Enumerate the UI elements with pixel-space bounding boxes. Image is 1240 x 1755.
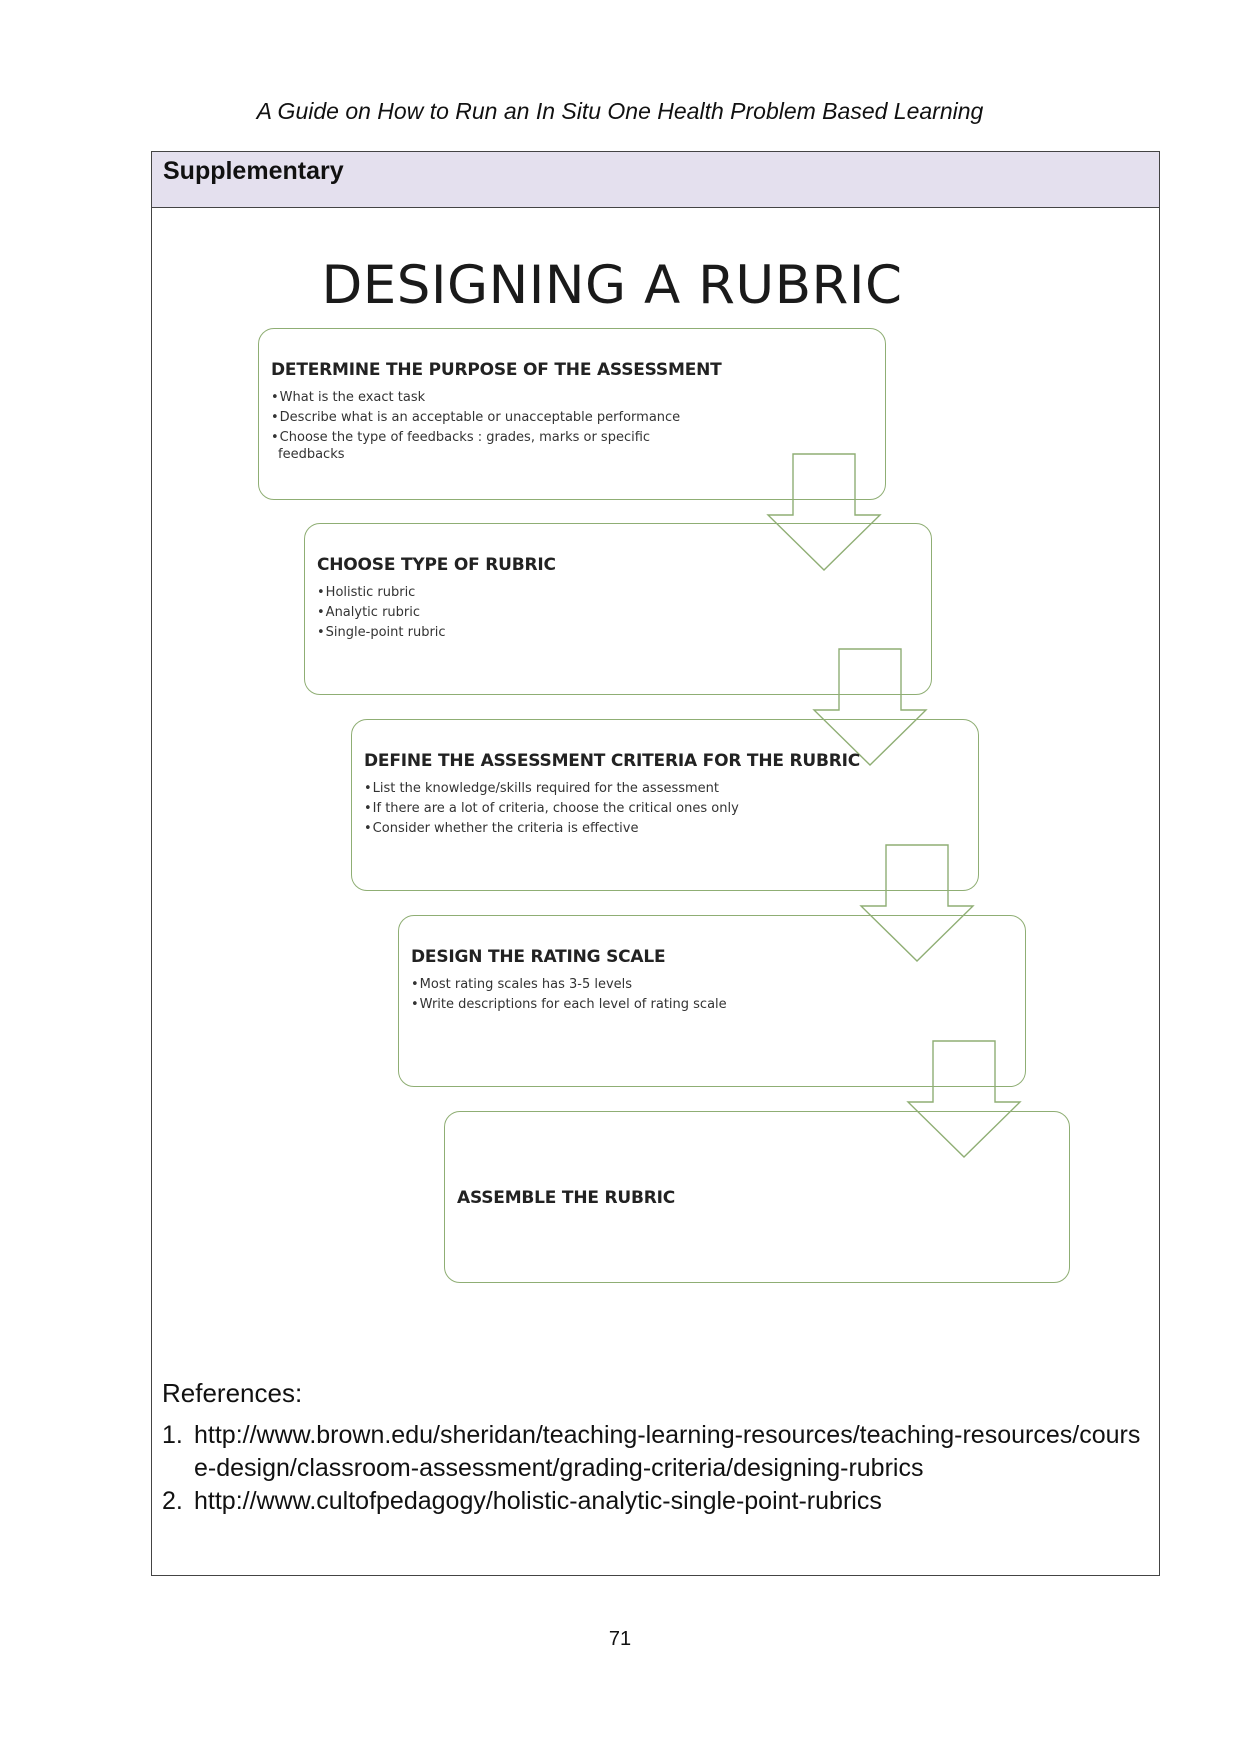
step-bullet: •Single-point rubric <box>317 625 446 640</box>
step-title: DEFINE THE ASSESSMENT CRITERIA FOR THE RUBRIC <box>364 751 861 771</box>
step-box <box>304 523 932 695</box>
reference-item <box>162 1419 1152 1485</box>
step-bullet: •If there are a lot of criteria, choose the critical ones only <box>364 801 739 816</box>
reference-number: 1. <box>162 1421 183 1449</box>
step-bullets <box>317 584 737 641</box>
page-number: 71 <box>608 1628 632 1650</box>
step-bullets <box>411 976 831 1013</box>
step-box <box>351 719 979 891</box>
step-title: ASSEMBLE THE RUBRIC <box>457 1188 676 1208</box>
reference-link[interactable]: http://www.cultofpedagogy/holistic-analytic-single-point-rubrics <box>194 1487 882 1515</box>
section-label: Supplementary <box>163 157 344 185</box>
references-label: References: <box>162 1378 303 1408</box>
step-bullets <box>271 389 691 463</box>
diagram-title: DESIGNING A RUBRIC <box>321 255 903 316</box>
reference-number: 2. <box>162 1487 183 1515</box>
step-bullet: •Holistic rubric <box>317 585 416 600</box>
step-bullet: •Write descriptions for each level of rating scale <box>411 997 727 1012</box>
step-bullets <box>364 780 804 837</box>
step-title: CHOOSE TYPE OF RUBRIC <box>317 555 556 575</box>
step-bullet: •Choose the type of feedbacks : grades, marks or specific feedbacks <box>271 430 651 462</box>
step-box <box>258 328 886 500</box>
step-bullet: •Consider whether the criteria is effective <box>364 821 639 836</box>
running-header: A Guide on How to Run an In Situ One Health Problem Based Learning <box>256 98 984 124</box>
reference-link[interactable]: http://www.brown.edu/sheridan/teaching-learning-resources/teaching-resources/course-design/classroom-assessment/grading-criteria/designing-rubrics <box>194 1421 1141 1482</box>
reference-item <box>162 1485 1152 1518</box>
step-bullet: •Most rating scales has 3-5 levels <box>411 977 633 992</box>
step-title: DETERMINE THE PURPOSE OF THE ASSESSMENT <box>271 360 722 380</box>
step-box <box>444 1111 1070 1283</box>
step-bullet: •Analytic rubric <box>317 605 421 620</box>
references-list <box>162 1419 1152 1518</box>
step-title: DESIGN THE RATING SCALE <box>411 947 666 967</box>
step-box <box>398 915 1026 1087</box>
step-bullet: •What is the exact task <box>271 390 426 405</box>
step-bullet: •List the knowledge/skills required for the assessment <box>364 781 720 796</box>
step-bullet: •Describe what is an acceptable or unacceptable performance <box>271 410 681 425</box>
